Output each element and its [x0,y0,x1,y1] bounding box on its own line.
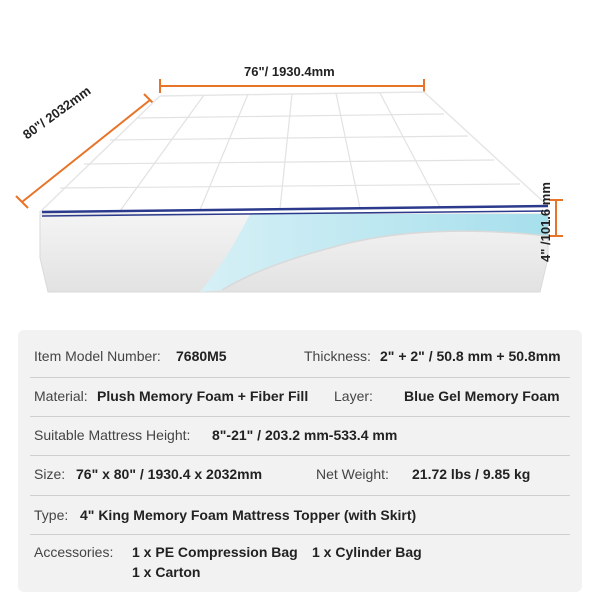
quilted-top [40,92,548,212]
thickness-label: Thickness: [304,348,371,364]
model-label: Item Model Number: [34,348,161,364]
mattress-height-value: 8"-21" / 203.2 mm-533.4 mm [212,427,398,443]
width-dimension-label: 76"/ 1930.4mm [244,64,335,79]
height-dimension-label: 4" /101.6 mm [538,182,553,262]
row-divider [30,455,570,456]
accessory-item: 1 x Carton [132,564,201,580]
length-dimension-label: 80"/ 2032mm [20,83,94,143]
type-value: 4" King Memory Foam Mattress Topper (with Skirt) [80,507,417,523]
row-divider [30,495,570,496]
mattress-height-label: Suitable Mattress Height: [34,427,191,443]
material-value: Plush Memory Foam + Fiber Fill [97,388,309,404]
type-label: Type: [34,507,69,523]
spec-table [18,330,582,592]
weight-label: Net Weight: [316,466,389,482]
width-dimension-line [160,79,424,93]
material-label: Material: [34,388,88,404]
model-value: 7680M5 [176,348,227,364]
row-divider [30,416,570,417]
size-value: 76" x 80" / 1930.4 x 2032mm [76,466,263,482]
thickness-value: 2" + 2" / 50.8 mm + 50.8mm [380,348,561,364]
accessory-item: 1 x PE Compression Bag [132,544,298,560]
row-divider [30,534,570,535]
weight-value: 21.72 lbs / 9.85 kg [412,466,531,482]
accessories-label: Accessories: [34,544,114,560]
layer-label: Layer: [334,388,373,404]
layer-value: Blue Gel Memory Foam [404,388,560,404]
size-label: Size: [34,466,66,482]
row-divider [30,377,570,378]
accessory-item: 1 x Cylinder Bag [312,544,422,560]
